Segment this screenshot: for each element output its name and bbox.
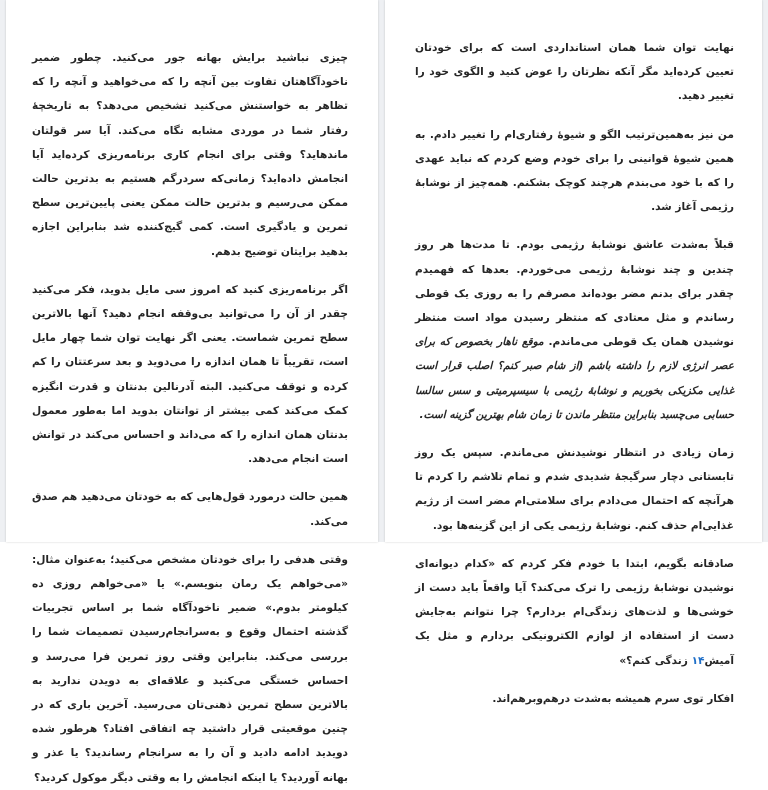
paragraph: زمان زیادی در انتظار نوشیدنش می‌ماندم. سپس یک روز تابستانی دچار سرگیجهٔ شدیدی شدم و تمام تلاشم را کردم تا هرآنچه که احتمال می‌دادم برای سلامتی‌ام مضر است از رژیم غذایی‌ام حذف کنم. نوشابهٔ رژیمی یکی از این گزینه‌ها بود.: [415, 447, 734, 532]
paragraph: نهایت توان شما همان استانداردی است که برای خودتان تعیین کرده‌اید مگر آنکه نظرتان را عوض کنید و الگوی خود را تغییر دهید.: [415, 42, 734, 103]
paragraph: [415, 552, 734, 673]
book-page-left: [6, 0, 378, 784]
paragraph-text: قبلاً به‌شدت عاشق نوشابهٔ رژیمی بودم. تا مدت‌ها هر روز چندین و چند نوشابهٔ رژیمی می‌خوردم. بعدها که فهمیدم چقدر برای بدنم مضر بوده‌اند مصرفم را به روزی یک قوطی رساندم و مثل معتادی که منتظر رسیدن مواد است منتظر نوشیدن همان یک قوطی می‌ماندم.: [415, 239, 734, 349]
paragraph-text: صادقانه بگویم، ابتدا با خودم فکر کردم که «کدام دیوانه‌ای نوشیدن نوشابهٔ رژیمی را ترک می‌کند؟ آیا واقعاً باید دست از خوشی‌ها و لذت‌های زندگی‌ام بردارم؟ چرا نتوانم به‌جایش دست از استفاده از لوازم الکترونیکی بردارم و مثل یک آمیش: [415, 557, 734, 667]
footnote-link[interactable]: ۱۴: [691, 654, 705, 667]
paragraph: وقتی هدفی را برای خودتان مشخص می‌کنید؛ به‌عنوان مثال: «می‌خواهم یک رمان بنویسم.» یا «می‌خواهم روزی ده کیلومتر بدوم.» ضمیر ناخودآگاه شما بر اساس تجربیات گذشته احتمال وقوع و به‌سرانجام‌رسیدن تصمیمات شما را بررسی می‌کند. بنابراین وقتی روز تمرین فرا می‌رسد و احساس خستگی می‌کنید و علاقه‌ای به دویدن ندارید به بالاترین سطح تمرین ذهنی‌تان می‌رسید. آخرین باری که در چنین موقعیتی قرار داشتید چه اتفاقی افتاد؟ هرطور شده دویدید ادامه دادید و آن را به سرانجام رساندید؟ یا عذر و بهانه آوردید؟ یا اینکه انجامش را به وقتی دیگر موکول کردید؟: [32, 553, 348, 784]
italic-text: موقع ناهار بخصوص که برای عصر انرژی لازم را داشته باشم (از شام صبر کنم؟ اصلب قرار است غذایی مکزیکی بخوریم و نوشابهٔ رژیمی با سیسپرمیتی و سس سالسا حسابی می‌چسبد بنابراین منتظر ماندن تا زمان شام بهترین گزینه است.: [415, 336, 734, 421]
paragraph: من نیز به‌همین‌ترتیب الگو و شیوهٔ رفتاری‌ام را تغییر دادم. به همین شیوهٔ قوانینی را برای خودم وضع کردم که نباید عهدی را که با خود می‌بندم هرچند کوچک بشکنم. همه‌چیز از نوشابهٔ رژیمی آغاز شد.: [415, 128, 734, 214]
paragraph: چیزی نباشید برایش بهانه جور می‌کنید. چطور ضمیر ناخودآگاهتان تفاوت بین آنچه را که می‌خواهید و آنچه را که تظاهر به خواستنش می‌کنید تشخیص می‌دهد؟ به تاریخچهٔ رفتار شما در موردی مشابه نگاه می‌کند. آیا سر قولتان ماندهاید؟ وقتی برای انجام کاری برنامه‌ریزی کرده‌اید آیا انجامش داده‌اید؟ زمانی‌که سردرگم هستیم به بدترین حالت ممکن می‌رسیم و بدترین حالت ممکن یعنی پایین‌ترین سطح تمرین و یادگیری است. کمی گیج‌کننده شد بنابراین اجازه بدهید برایتان توضیح بدهم.: [32, 52, 348, 258]
paragraph: همین حالت درمورد قول‌هایی که به خودتان می‌دهید هم صدق می‌کند.: [32, 491, 348, 528]
book-page-right: [385, 0, 762, 705]
paragraph: اگر برنامه‌ریزی کنید که امروز سی مایل بدوید، فکر می‌کنید چقدر از آن را می‌توانید بی‌وقفه انجام دهید؟ آنها بالاترین سطح تمرین شماست. یعنی اگر نهایت توان شما چهار مایل است، تقریباً تا همان اندازه را می‌دوید و بعد سرعتتان را کم کرده و توقف می‌کنید. البته آدرنالین بدنتان و قدرت انگیزه کمک می‌کند کمی بیشتر از توانتان بدوید اما به‌طور معمول بدنتان همان اندازه را که می‌داند و احساس می‌کند در توانش است انجام می‌دهد.: [32, 283, 348, 466]
paragraph-text: زندگی کنم؟»: [619, 654, 688, 667]
paragraph: [415, 233, 734, 427]
paragraph: افکار توی سرم همیشه به‌شدت درهم‌وبرهم‌اند.: [492, 692, 734, 705]
